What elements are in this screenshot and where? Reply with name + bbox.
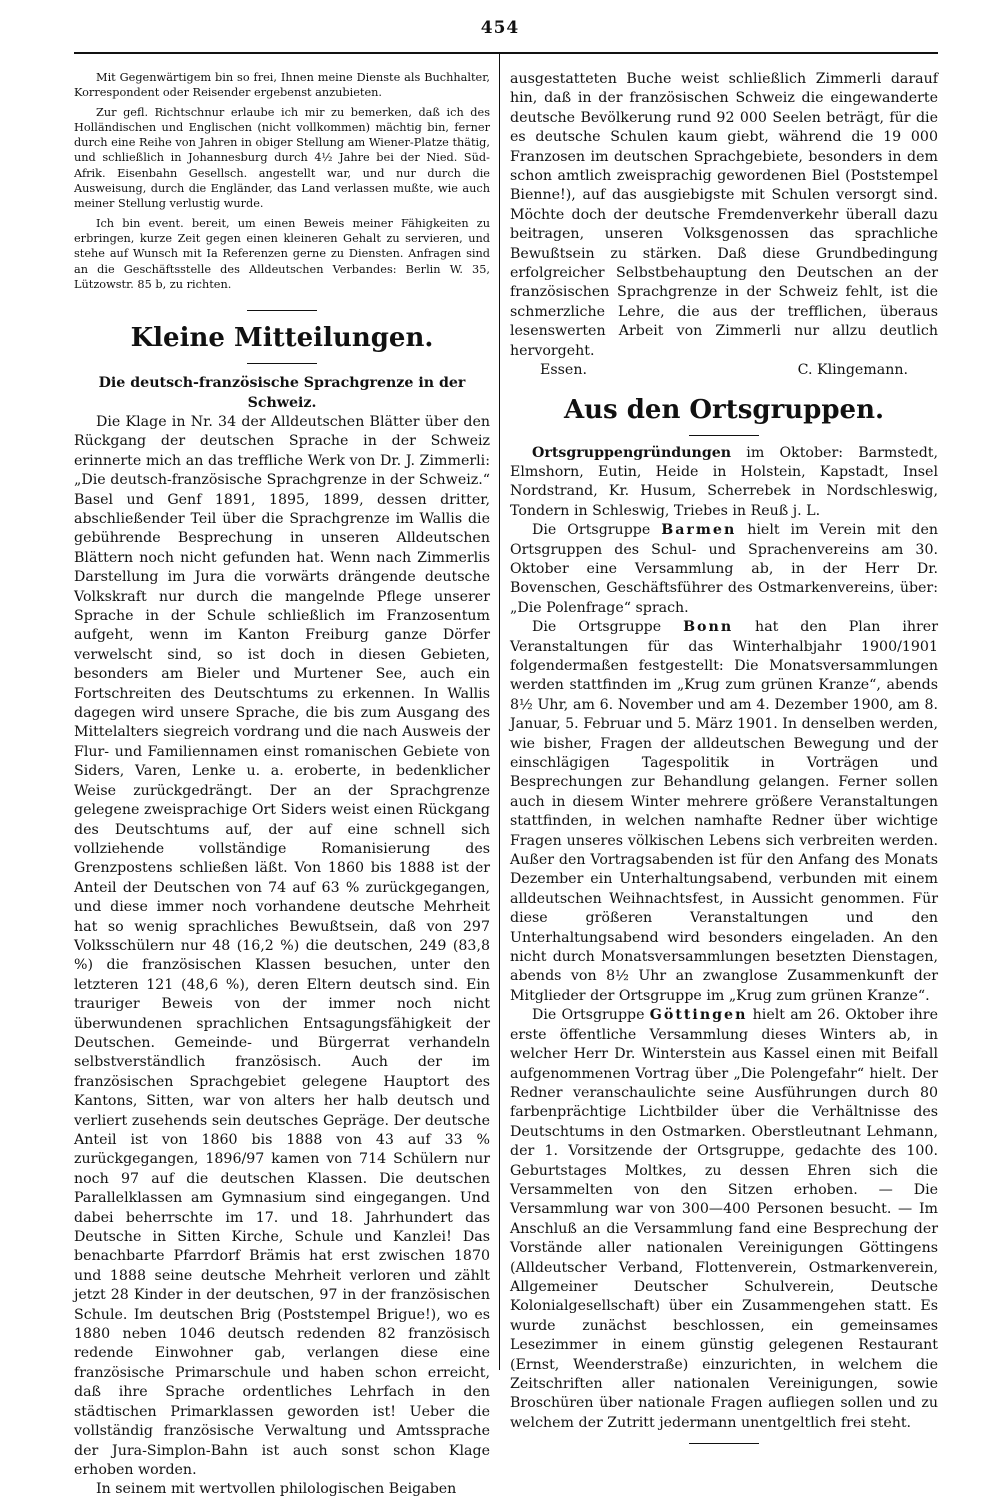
signature-author: C. Klingemann. [797,362,908,379]
signature-place: Essen. [540,362,587,379]
article-signature [510,361,938,380]
column-divider [499,52,500,1370]
city-goettingen: Göttingen [649,1007,748,1024]
left-column [74,62,490,1500]
article-paragraph-2-continued: ausgestatteten Buche weist schließlich Zimmerli darauf hin, daß in der französischen Schweiz die eingewanderte deutsche Bevölkerung rund 92 000 Seelen beträgt, für die es deutsche Schulen kaum giebt, während die 19 000 Franzosen im deutschen Sprachgebiete, besonders in dem schon amtlich zweisprachig gewordenen Biel (Poststempel Bienne!), auf das ausgiebigste mit Schulen versorgt sind. Möchte doch der deutsche Fremdenverkehr überall dazu beitragen, unseren Volksgenossen das sprachliche Bewußtsein zu stärken. Daß diese Grundbedingung erfolgreicher Selbstbehauptung den Deutschen an der französischen Sprachgrenze in der Schweiz fehlt, ist die schmerzliche Lehre, die aus der trefflichen, überaus lesenswerten Arbeit von Zimmerli nur allzu deutlich hervorgeht. [510,71,938,359]
ortsgruppen-lead: Ortsgruppengründungen [532,444,732,461]
right-column [510,62,938,1444]
article-paragraph-2-start: In seinem mit wertvollen philologischen Beigaben [96,1481,457,1498]
city-barmen: Barmen [661,522,737,539]
ad-paragraph-2: Zur gefl. Richtschnur erlaube ich mir zu bemerken, daß ich des Holländischen und Englischen (nicht vollkommen) mächtig bin, ferner durch eine Reihe von Jahren in obiger Stellung am Wiener-Platze thätig, und schließlich in Johannesburg durch 4½ Jahre bei der Nied. Süd-Afrik. Eisenbahn Gesellsch. angestellt war, und nur durch die Ausweisung, durch die Engländer, das Land verlassen mußte, wie auch meiner Stellung verlustig wurde. [74,105,490,211]
city-bonn: Bonn [683,619,734,636]
ortsgruppen-paragraph-bonn: Die Ortsgruppe Bonn hat den Plan ihrer Veranstaltungen für das Winterhalbjahr 1900/1901 folgendermaßen festgestellt: Die Monatsversammlungen werden stattfinden im „Krug zum grünen Kranze“, abends 8½ Uhr, am 6. November und am 4. Dezember 1900, am 8. Januar, 5. Februar und 5. März 1901. In denselben werden, wie bisher, Fragen der alldeutschen Bewegung und der einschlägigen Tagespolitik in Vorträgen und Besprechungen zur Behandlung gelangen. Ferner sollen auch in diesem Winter mehrere größere Veranstaltungen stattfinden, in welchen namhafte Redner über wichtige Fragen unseres völkischen Lebens sich verbreiten werden. Außer den Vortragsabenden ist für den Anfang des Monats Dezember ein Unterhaltungsabend, verbunden mit einem alldeutschen Weihnachtsfest, in Aussicht genommen. Für diese größeren Veranstaltungen und den Unterhaltungsabend wird besonders eingeladen. An den nicht durch Monatsversammlungen besetzten Dienstagen, abends von 8½ Uhr an zwanglose Zusammenkunft der Mitglieder der Ortsgruppe im „Krug zum grünen Kranze“. [510,619,938,1004]
section-divider [247,363,317,364]
header-rule [74,52,938,54]
article-paragraph-1: Die Klage in Nr. 34 der Alldeutschen Blätter über den Rückgang der deutschen Sprache in der Schweiz erinnerte mich an das treffliche Werk von Dr. J. Zimmerli: „Die deutsch-französische Sprachgrenze in der Schweiz.“ Basel und Genf 1891, 1895, 1899, dessen dritter, abschließender Teil über die Sprachgrenze im Wallis die gebührende Besprechung in unseren Alldeutschen Blättern noch nicht gefunden hat. Wenn nach Zimmerlis Darstellung im Jura die vorwärts drängende deutsche Volkskraft nur durch die mangelnde Pflege unserer Sprache in der Schule schließlich im Franzosentum aufgeht, wenn im Kanton Freiburg ganze Dörfer verwelscht sind, so ist doch in diesen Gebieten, besonders am Bieler und Murtener See, auch ein Fortschreiten des Deutschtums zu erkennen. In Wallis dagegen wird unsere Sprache, die bis zum Ausgang des Mittelalters siegreich vordrang und die nach Ausweis der Flur- und Familiennamen einst romanischen Gebiete von Siders, Varen, Lenke u. a. eroberte, in bedenklicher Weise zurückgedrängt. Der an der Sprachgrenze gelegene zweisprachige Ort Siders weist einen Rückgang des Deutschtums auf, der auf eine schnell sich vollziehende vollständige Romanisierung des Grenzpostens schließen läßt. Von 1860 bis 1888 ist der Anteil der Deutschen von 74 auf 63 % zurückgegangen, und diese immer noch vorhandene deutsche Mehrheit hat so wenig sprachliches Bewußtsein, daß von 297 Volksschülern nur 48 (16,2 %) die deutschen, 249 (83,8 %) die französischen Klassen besuchen, unter den letzteren 121 (48,6 %), deren Eltern deutsch sind. Ein trauriger Beweis von der immer noch nicht überwundenen sprachlichen Entsagungsfähigkeit der Deutschen. Gemeinde- und Bürgerrat verhandeln selbstverständlich französisch. Auch der im französischen Sprachgebiet gelegene Hauptort des Kantons, Sitten, war von alters her halb deutsch und verliert zusehends sein deutsches Gepräge. Der deutsche Anteil ist von 1860 bis 1888 von 43 auf 33 % zurückgegangen, 1896/97 kamen von 714 Schülern nur noch 97 auf die deutschen Klassen. Die deutschen Parallelklassen am Gymnasium sind eingegangen. Und dabei beherrschte im 17. und 18. Jahrhundert das Deutsche in Sitten Kirche, Schule und Kanzlei! Das benachbarte Pfarrdorf Brämis hat erst zwischen 1870 und 1888 seine deutsche Mehrheit verloren und zählt jetzt 28 Kinder in der deutschen, 97 in der französischen Schule. Im deutschen Brig (Poststempel Brigue!), wo es 1880 neben 1046 deutsch redenden 82 französisch redende Einwohner gab, verlangen diese eine französische Primarschule und haben schon erreicht, daß ihre Sprache ordentliches Lehrfach in den städtischen Primarklassen geworden ist! Ueber die vollständig französische Verwaltung und Amtssprache der Jura-Simplon-Bahn ist auch sonst schon Klage erhoben worden. [74,413,490,1478]
ortsgruppen-paragraph-goettingen: Die Ortsgruppe Göttingen hielt am 26. Oktober ihre erste öffentliche Versammlung dieses Winters ab, in welcher Herr Dr. Winterstein aus Kassel einen mit Beifall aufgenommenen Vortrag über „Die Polengefahr“ hielt. Der Redner veranschaulichte seine Ausführungen durch 80 farbenprächtige Lichtbilder über die Verhältnisse des Deutschtums in den Ostmarken. Oberstleutnant Lehmann, der 1. Vorsitzende der Ortsgruppe, gedachte des 100. Geburtstages Moltkes, zu dessen Ehren sich die Versammelten von den Sitzen erhoben. — Die Versammlung war von 300—400 Personen besucht. — Im Anschluß an die Versammlung fand eine Besprechung der Vorstände aller nationalen Vereinigungen Göttingens (Alldeutscher Verband, Flottenverein, Ostmarkenverein, Allgemeiner Deutscher Schulverein, Deutsche Kolonialgesellschaft) über ein Zusammengehen statt. Es wurde zunächst beschlossen, ein gemeinsames Lesezimmer in einem günstig gelegenen Restaurant (Ernst, Weenderstraße) einzurichten, in welchem die Zeitschriften aller nationalen Vereinigungen, sowie Broschüren über nationale Fragen aufliegen sollen und zu welchem der Zutritt jedermann unentgeltlich frei steht. [510,1007,938,1431]
section-divider [247,310,317,311]
page-number: 454 [480,18,520,38]
ortsgruppen-paragraph-barmen: Die Ortsgruppe Barmen hielt im Verein mit den Ortsgruppen des Schul- und Sprachenvereins am 30. Oktober eine Versammlung ab, in der Herr Dr. Bovenschen, Geschäftsführer des Ostmarkenvereins, über: „Die Polenfrage“ sprach. [510,522,938,616]
section-heading-aus-den-ortsgruppen: Aus den Ortsgruppen. [563,394,885,425]
section-divider [689,435,759,436]
end-divider [689,1443,759,1444]
article-title: Die deutsch-französische Sprachgrenze in der Schweiz. [98,375,466,411]
ortsgruppen-paragraph-1: Ortsgruppengründungen im Oktober: Barmstedt, Elmshorn, Eutin, Heide in Holstein, Kapstadt, Insel Nordstrand, Kr. Husum, Scherrebek in Nordschleswig, Tondern in Schleswig, Triebes in Reuß j. L. [510,444,938,519]
ad-paragraph-1: Mit Gegenwärtigem bin so frei, Ihnen meine Dienste als Buchhalter, Korrespondent oder Reisender ergebenst anzubieten. [74,71,490,100]
ad-paragraph-3: Ich bin event. bereit, um einen Beweis meiner Fähigkeiten zu erbringen, kurze Zeit gegen einen kleineren Gehalt zu servieren, und stehe auf Wunsch mit Ia Referenzen gerne zu Diensten. Anfragen sind an die Geschäftsstelle des Alldeutschen Verbandes: Berlin W. 35, Lützowstr. 85 b, zu richten. [74,216,490,291]
section-heading-kleine-mitteilungen: Kleine Mitteilungen. [130,323,434,354]
